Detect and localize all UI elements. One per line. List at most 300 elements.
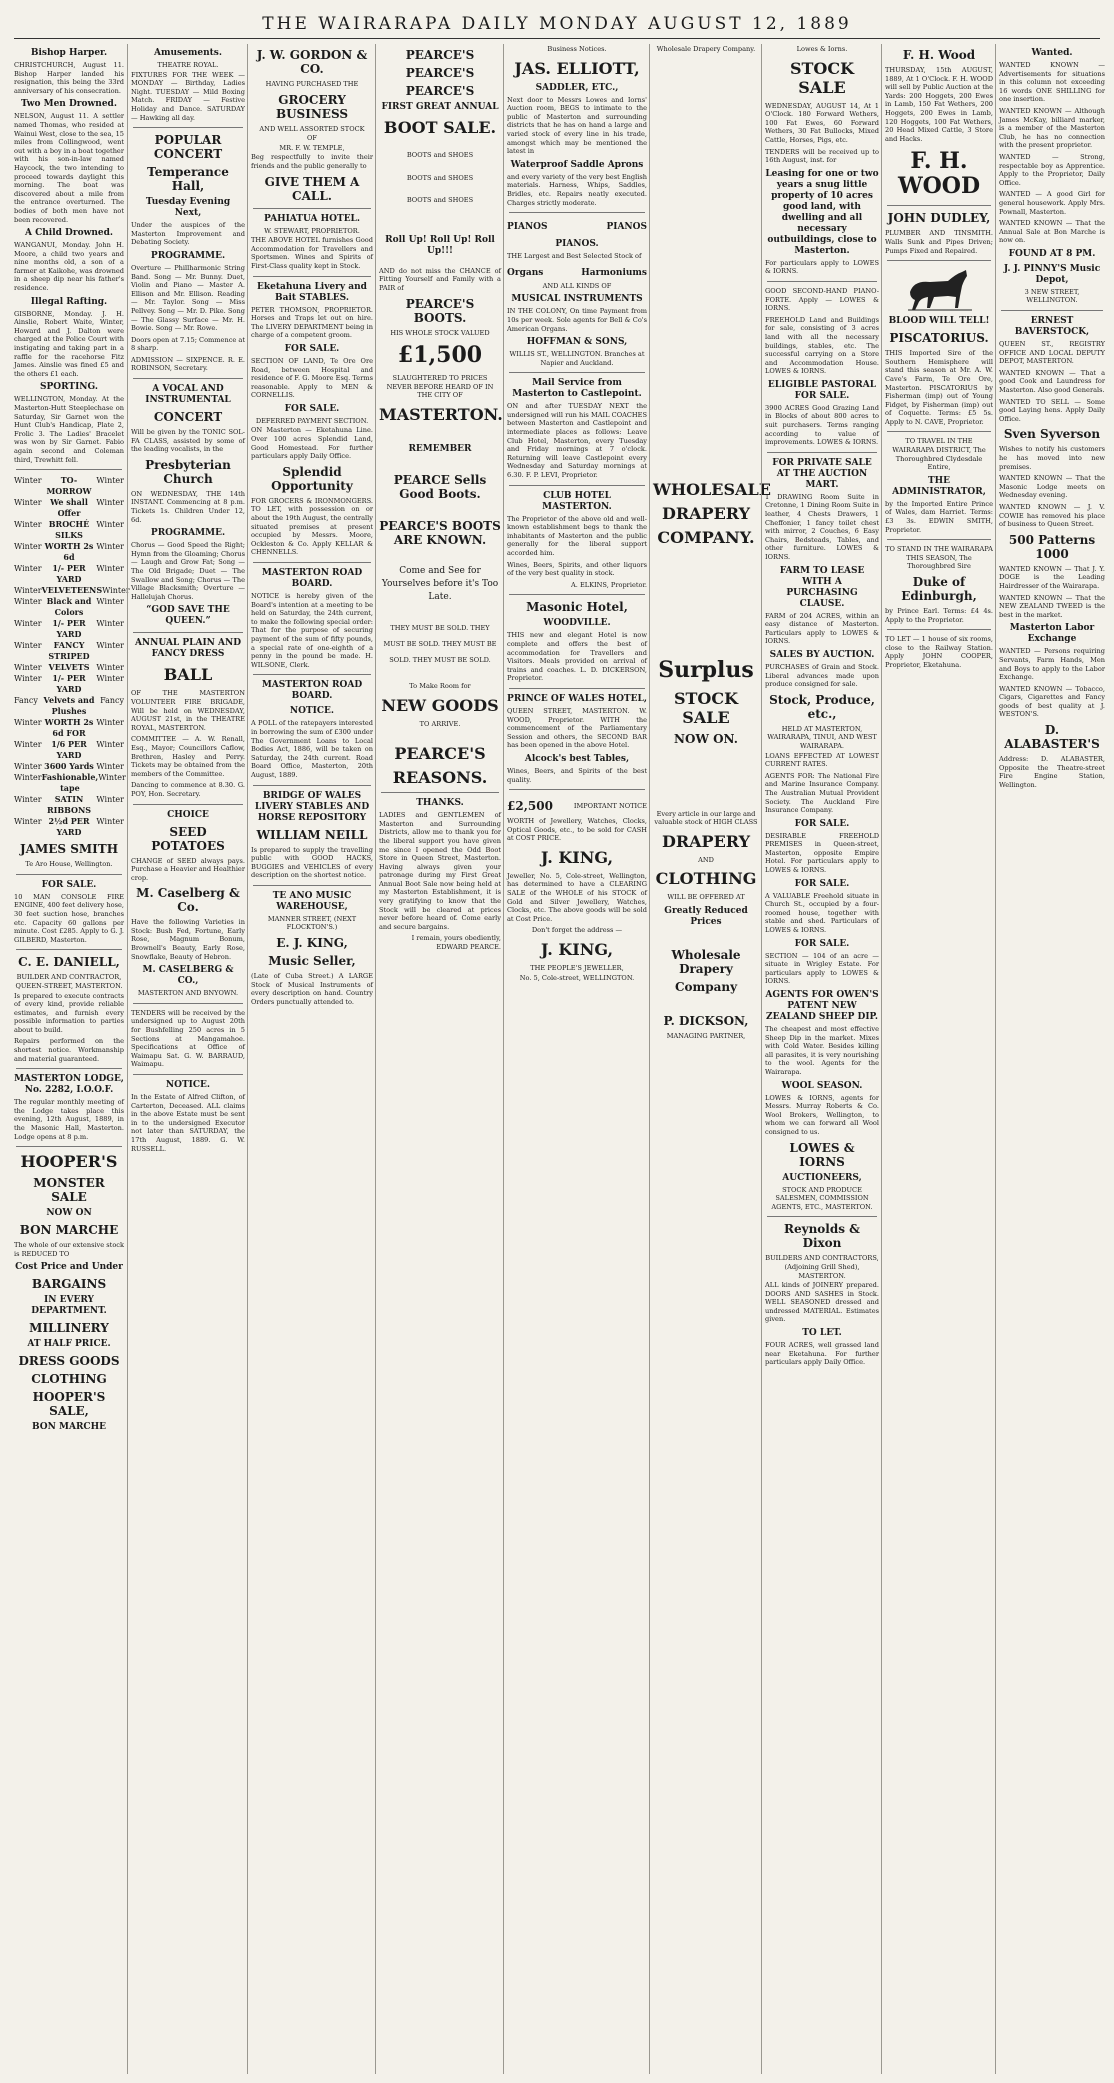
winter-ad-right: Winter bbox=[96, 674, 124, 684]
ad-text: WANTED KNOWN — That J. Y. DOGE is the Leading Hairdresser of the Wairarapa. bbox=[999, 564, 1105, 590]
headline: Bishop Harper. bbox=[30, 48, 108, 58]
winter-ad-left: Winter bbox=[14, 773, 42, 783]
ad-text: by the Imported Entire Prince of Wales, dam Harriet. Terms: £3 3s. EDWIN SMITH, Proprietor. bbox=[885, 499, 993, 534]
ad-text: FREEHOLD Land and Buildings for sale, consisting of 3 acres land with all the necessary buildings, stables, etc. The successful carrying on a Store and Accommodation House. LOWES & IORNS. bbox=[765, 315, 879, 376]
ad-subtitle: MASTERTON AND BNYOWN. bbox=[137, 989, 239, 998]
winter-ad-row bbox=[14, 816, 124, 838]
ad-headline: PROGRAMME. bbox=[150, 528, 226, 539]
divider bbox=[133, 632, 243, 633]
divider bbox=[509, 372, 645, 373]
ad-text: ON Masterton — Eketahuna Line. Over 100 acres Splendid Land, Good Homestead. For further particulars apply Daily Office. bbox=[251, 426, 373, 461]
winter-ad-right: Winter bbox=[96, 641, 124, 651]
ad-headline: ANNUAL PLAIN AND FANCY DRESS bbox=[134, 638, 242, 660]
divider bbox=[767, 452, 877, 453]
ad-headline: F. H. Wood bbox=[902, 48, 976, 62]
ad-headline: Organs bbox=[507, 267, 544, 278]
winter-ad-middle: TO-MORROW bbox=[46, 475, 92, 497]
winter-ad-right: Winter bbox=[96, 740, 124, 750]
winter-ad-left: Winter bbox=[14, 740, 42, 750]
winter-ad-row bbox=[14, 761, 124, 772]
ad-text: ALL kinds of JOINERY prepared. DOORS AND SASHES in Stock. WELL SEASONED dressed and undressed MATERIAL. Estimates given. bbox=[765, 1281, 879, 1324]
ad-text: TO ARRIVE. bbox=[419, 719, 461, 728]
winter-ad-row bbox=[14, 772, 124, 794]
ad-text: ADMISSION — SIXPENCE. R. E. ROBINSON, Secretary. bbox=[131, 355, 245, 373]
winter-ad-middle: FANCY STRIPED bbox=[48, 640, 90, 662]
ad-headline: NOTICE. bbox=[165, 1080, 211, 1090]
ad-headline: MASTERTON ROAD BOARD. bbox=[261, 568, 363, 589]
ad-text: AND ALL KINDS OF bbox=[542, 281, 612, 290]
ad-text: BUILDERS AND CONTRACTORS, (Adjoining Grill Shed), MASTERTON. bbox=[765, 1254, 879, 1280]
ad-text: Address: D. ALABASTER, Opposite the Theatre-street Fire Engine Station, Wellington. bbox=[999, 755, 1105, 789]
ad-text: and every variety of the very best English materials. Harness, Whips, Saddles, Bridles, etc. Repairs neatly executed. Charges strictly moderate. bbox=[507, 172, 647, 207]
divider bbox=[133, 1003, 243, 1004]
winter-ad-left: Winter bbox=[14, 542, 42, 552]
ad-text: Come and See for Yourselves before it's Too Late. bbox=[381, 565, 499, 602]
ad-headline: E. J. KING, bbox=[276, 936, 348, 951]
ad-headline: MILLINERY bbox=[29, 1321, 109, 1336]
winter-ad-left: Winter bbox=[14, 597, 42, 607]
horse-illustration bbox=[904, 266, 974, 312]
winter-ad-middle: Black and Colors bbox=[46, 596, 92, 618]
winter-ad-middle: Fashionable, tape bbox=[41, 772, 99, 794]
ad-headline: Alcock's best Tables, bbox=[524, 753, 630, 764]
ad-text: WANTED KNOWN — Tobacco, Cigars, Cigarettes and Fancy goods of best quality at J. WESTON'S. bbox=[999, 684, 1105, 719]
ad-text: LOANS EFFECTED AT LOWEST CURRENT RATES. bbox=[765, 751, 879, 769]
ad-headline: PEARCE'S bbox=[405, 48, 475, 62]
ad-text: AND bbox=[698, 855, 714, 864]
ad-headline: WOOL SEASON. bbox=[781, 1080, 863, 1091]
ad-headline: REMEMBER bbox=[408, 443, 472, 454]
ad-text: WANTED KNOWN — That the NEW ZEALAND TWEED is the best in the market. bbox=[999, 593, 1105, 619]
ad-headline: Company bbox=[674, 979, 738, 994]
ad-headline: PAHIATUA HOTEL. bbox=[263, 213, 361, 224]
ad-headline: Eketahuna Livery and Bait STABLES. bbox=[257, 281, 367, 303]
ad-headline: COMPANY. bbox=[657, 527, 755, 547]
ad-text: HAVING PURCHASED THE bbox=[265, 80, 359, 88]
ad-text: WANTED — Persons requiring Servants, Farm Hands, Men and Boys to apply to the Labor Exchange. bbox=[999, 647, 1105, 682]
ad-text: Wines, Beers, and Spirits of the best quality. bbox=[507, 766, 647, 784]
divider bbox=[16, 1068, 122, 1069]
ad-subtitle: MANNER STREET, (NEXT FLOCKTON'S.) bbox=[267, 914, 357, 932]
ad-text: Doors open at 7.15; Commence at 8 sharp. bbox=[131, 335, 245, 353]
ad-text: WANTED — A good Girl for general housework. Apply Mrs. Pownall, Masterton. bbox=[999, 190, 1105, 216]
ad-headline: PEARCE'S bbox=[405, 84, 475, 98]
advertiser-name: JAMES SMITH bbox=[19, 842, 119, 857]
winter-ad-left: Winter bbox=[14, 520, 42, 530]
ad-text: Wishes to notify his customers he has moved into new premises. bbox=[999, 445, 1105, 471]
ad-subtitle: DEFERRED PAYMENT SECTION. bbox=[255, 416, 369, 425]
ad-text: QUEEN ST., REGISTRY OFFICE AND LOCAL DEPUTY DEPOT, MASTERTON. bbox=[999, 340, 1105, 366]
ad-text: The whole of our extensive stock is REDUCED TO bbox=[14, 1241, 124, 1258]
divider bbox=[767, 1216, 877, 1217]
spacer bbox=[653, 55, 759, 475]
ad-text: Under the auspices of the Masterton Improvement and Debating Society. bbox=[131, 221, 245, 247]
ad-headline: BON MARCHE bbox=[19, 1223, 119, 1238]
ad-text: SLAUGHTERED TO PRICES NEVER BEFORE HEARD OF IN THE CITY OF bbox=[386, 374, 494, 400]
ad-text: (Late of Cuba Street.) A LARGE Stock of Musical Instruments of every description on hand. Country Orders punctually attended to. bbox=[251, 972, 373, 1006]
pianos-heading bbox=[507, 218, 647, 235]
section-title: Wanted. bbox=[1031, 48, 1073, 58]
ad-headline: FARM TO LEASE WITH A PURCHASING CLAUSE. bbox=[779, 565, 865, 609]
winter-ad-left: Winter bbox=[14, 817, 42, 827]
ad-headline: LOWES & IORNS bbox=[789, 1140, 855, 1169]
ad-headline: FOR SALE. bbox=[794, 878, 850, 889]
ad-text: OF THE MASTERTON VOLUNTEER FIRE BRIGADE, Will be held on WEDNESDAY, AUGUST 21st, in the THEATRE ROYAL, MASTERTON. bbox=[131, 689, 245, 732]
ad-text: FARM of 204 ACRES, within an easy distance of Masterton. Particulars apply to LOWES & IORNS. bbox=[765, 611, 879, 646]
advertiser-address: Te Aro House, Wellington. bbox=[25, 860, 113, 869]
ad-headline: BARGAINS bbox=[31, 1277, 107, 1292]
ad-headline: Sven Syverson bbox=[1003, 427, 1101, 442]
winter-ad-left: Winter bbox=[14, 498, 42, 508]
ad-text: IN THE COLONY, On time Payment from 10s per week. Sole agents for Bell & Co's American Organs. bbox=[507, 307, 647, 333]
ad-subtitle: BUILDER AND CONTRACTOR, QUEEN-STREET, MASTERTON. bbox=[15, 973, 123, 990]
ad-headline: Mail Service from Masterton to Castlepoint. bbox=[512, 378, 642, 400]
ad-text: AGENTS FOR: The National Fire and Marine Insurance Company. The Australian Mutual Provident Society. The Auckland Fire Insurance Company. bbox=[765, 771, 879, 815]
divider bbox=[16, 949, 122, 950]
ad-text: HIS WHOLE STOCK VALUED bbox=[390, 328, 490, 337]
ad-headline: NOTICE. bbox=[289, 706, 335, 717]
ad-text: THEY MUST BE SOLD. THEY MUST BE SOLD. THEY MUST BE SOLD. THEY MUST BE SOLD. bbox=[383, 623, 497, 664]
winter-ad-row bbox=[14, 596, 124, 618]
winter-ad-row bbox=[14, 662, 124, 673]
ad-headline: CONCERT bbox=[153, 410, 223, 425]
ad-headline: Waterproof Saddle Aprons bbox=[510, 159, 644, 170]
column-2 bbox=[127, 44, 248, 2074]
ad-headline: FOUND AT 8 PM. bbox=[1008, 248, 1096, 259]
ad-text: WANTED — Strong, respectable boy as Apprentice. Apply to the Proprietor, Daily Office. bbox=[999, 152, 1105, 187]
ad-text: For particulars apply to LOWES & IORNS. bbox=[765, 258, 879, 276]
ad-text: by Prince Earl. Terms: £4 4s. Apply to the Proprietor. bbox=[885, 607, 993, 624]
ad-headline: HOOPER'S bbox=[20, 1152, 118, 1172]
ad-text: A VALUABLE Freehold situate in Church St., occupied by a four-roomed house, together with stable and shed. Particulars of LOWES & IORNS. bbox=[765, 891, 879, 935]
column-8 bbox=[881, 44, 996, 2074]
ad-text: 3900 ACRES Good Grazing Land in Blocks of about 800 acres to suit purchasers. Terms ranging according to value of improvements. LOWES & IORNS. bbox=[765, 403, 879, 447]
ad-headline: MASTERTON ROAD BOARD. bbox=[261, 680, 363, 702]
winter-ad-left: Winter bbox=[14, 476, 42, 486]
winter-ad-row bbox=[14, 475, 124, 497]
ad-text: Is prepared to execute contracts of every kind, provide reliable estimates, and furnish every possible information to parties about to build. bbox=[14, 991, 124, 1034]
winter-ad-middle: Velvets and Plushes bbox=[43, 695, 95, 717]
winter-ad-middle: VELVETS bbox=[48, 662, 90, 673]
ad-text: WANTED KNOWN — That the Masonic Lodge meets on Wednesday evening. bbox=[999, 474, 1105, 500]
headline: Two Men Drowned. bbox=[21, 99, 117, 110]
ad-text: NOTICE is hereby given of the Board's intention at a meeting to be held on Saturday, the 24th current, to make the following special order: That for the purpose of securing payment of the sum of fifty pounds, a special rate of one-eighth of a penny in the pound be made. H. WILSONE, Clerk. bbox=[251, 592, 373, 669]
ad-headline: IN EVERY DEPARTMENT. bbox=[31, 1295, 107, 1317]
ad-headline: MASTERTON. bbox=[379, 404, 503, 424]
ad-text: I remain, yours obediently, EDWARD PEARCE. bbox=[411, 934, 501, 952]
section-title: Lowes & Iorns. bbox=[796, 45, 848, 53]
ad-headline: D. ALABASTER'S bbox=[1004, 723, 1100, 752]
divider bbox=[253, 885, 371, 886]
ad-text: The Proprietor of the above old and well-known establishment begs to thank the inhabitants of Masterton and the public generally for the liberal support accorded him. bbox=[507, 514, 647, 557]
ad-text: MANAGING PARTNER, bbox=[666, 1031, 746, 1040]
ad-headline: BLOOD WILL TELL! bbox=[888, 316, 990, 327]
ad-text: Chorus — Good Speed the Right; Hymn from the Gloaming; Chorus — Laugh and Grow Fat; Song — The Old Brigade; Duet — The Swallow and Song; Chorus — The Village Blacksmith; Overture — Hallelujah Chorus. bbox=[131, 541, 245, 601]
winter-sale-ad bbox=[14, 475, 130, 838]
ad-text: TO LET — 1 house of six rooms, close to the Railway Station. Apply JOHN COOPER, Proprietor, Eketahuna. bbox=[885, 635, 993, 669]
ad-headline: Wholesale Drapery bbox=[671, 947, 741, 976]
ad-headline: Masonic Hotel, bbox=[526, 600, 628, 615]
ad-text: The regular monthly meeting of the Lodge takes place this evening, 12th August, 1889, in the Masonic Hall, Masterton. Lodge opens at 8 p.m. bbox=[14, 1098, 124, 1141]
ad-text: TENDERS will be received up to 16th August, inst. for bbox=[765, 147, 879, 165]
ad-text: WANTED KNOWN — Advertisements for situations in this column not exceeding 16 words ONE SHILLING for one insertion. bbox=[999, 61, 1105, 104]
ad-text: CHANGE of SEED always pays. Purchase a Heavier and Healthier crop. bbox=[131, 856, 245, 882]
ad-headline: Music Seller, bbox=[268, 954, 356, 969]
headline: A Child Drowned. bbox=[24, 228, 114, 239]
article-text: GISBORNE, Monday. J. H. Ainslie, Robert Waite, Winter, Howard and J. Dalton were charged at the Police Court with instigating and taking part in a raffle for the racehorse Fitz James. Ainslie was fined £5 and the others £1 each. bbox=[14, 309, 124, 378]
winter-ad-right: Winter bbox=[96, 597, 124, 607]
jewellery-heading bbox=[507, 795, 647, 817]
winter-ad-right: Winter bbox=[98, 773, 126, 783]
ad-text: THE PEOPLE'S JEWELLER, bbox=[530, 964, 624, 973]
winter-ad-row bbox=[14, 717, 124, 739]
winter-ad-right: Winter bbox=[96, 520, 124, 530]
divider bbox=[16, 469, 122, 470]
ad-headline: “GOD SAVE THE QUEEN.” bbox=[146, 605, 230, 627]
divider bbox=[253, 562, 371, 563]
column-3 bbox=[247, 44, 376, 2074]
ad-text: Jeweller, No. 5, Cole-street, Wellington, has determined to have a CLEARING SALE of the WHOLE of his STOCK of Gold and Silver Jewellery, Watches, Clocks, etc. The above goods will be sold at Cost Price. bbox=[507, 871, 647, 923]
ad-headline: £2,500 bbox=[507, 799, 553, 814]
ad-headline: PEARCE'S bbox=[394, 744, 486, 764]
ad-text: WILLIS ST., WELLINGTON. Branches at Napier and Auckland. bbox=[509, 350, 645, 367]
divider bbox=[133, 804, 243, 805]
ad-headline: PRINCE OF WALES HOTEL, bbox=[507, 693, 647, 704]
ad-headline: BON MARCHE bbox=[32, 1422, 106, 1433]
ad-headline: J. J. PINNY'S Music Depot, bbox=[1003, 263, 1101, 285]
ad-text: A POLL of the ratepayers interested in borrowing the sum of £300 under The Government Loans to Local Bodies Act, 1886, will be taken on Saturday, the 24th current. Road Board Office, Masterton, 20th August, 1889. bbox=[251, 719, 373, 779]
ad-headline: PROGRAMME. bbox=[150, 250, 226, 261]
ad-headline: TE ANO MUSIC WAREHOUSE, bbox=[272, 890, 352, 912]
ad-headline: JAS. ELLIOTT, bbox=[514, 58, 640, 78]
winter-ad-left: Winter bbox=[14, 718, 42, 728]
ad-headline: AUCTIONEERS, bbox=[782, 1172, 862, 1183]
winter-ad-left: Winter bbox=[14, 663, 42, 673]
ad-text: DESIRABLE FREEHOLD PREMISES in Queen-street, Masterton, opposite Empire Hotel. For particulars apply to LOWES & IORNS. bbox=[765, 831, 879, 875]
spacer bbox=[653, 750, 759, 810]
ad-headline: M. CASELBERG & CO., bbox=[142, 965, 234, 987]
divider bbox=[16, 1146, 122, 1147]
ad-headline: GIVE THEM A CALL. bbox=[264, 174, 360, 203]
ad-headline: NOW ON. bbox=[674, 731, 738, 746]
divider bbox=[253, 674, 371, 675]
ad-text: SECTION OF LAND, Te Ore Ore Road, between Hospital and residence of F. G. Moore Esq. Terms reasonable. Apply to MEN & CORNELLIS. bbox=[251, 356, 373, 400]
winter-ad-left: Winter bbox=[14, 619, 42, 629]
winter-ad-middle: WORTH 2s 6d bbox=[44, 541, 94, 563]
ad-headline: NEW GOODS bbox=[381, 695, 499, 715]
ad-text: Wines, Beers, Spirits, and other liquors of the very best quality in stock. bbox=[507, 560, 647, 578]
winter-ad-row bbox=[14, 585, 130, 596]
ad-headline: PEARCE'S bbox=[405, 66, 475, 80]
ad-text: ON WEDNESDAY, THE 14th INSTANT. Commencing at 8 p.m. Tickets 1s. Children Under 12, 6d. bbox=[131, 489, 245, 524]
winter-ad-row bbox=[14, 695, 124, 717]
divider bbox=[509, 212, 645, 213]
ad-headline: Tuesday Evening Next, bbox=[145, 197, 231, 219]
ad-text: WORTH of Jewellery, Watches, Clocks, Optical Goods, etc., to be sold for CASH at COST PRICE. bbox=[507, 817, 647, 843]
ad-text: Repairs performed on the shortest notice. Workmanship and material guaranteed. bbox=[14, 1037, 124, 1063]
ad-headline: J. KING, bbox=[540, 847, 614, 867]
ad-headline: Splendid Opportunity bbox=[271, 464, 353, 493]
divider bbox=[133, 378, 243, 379]
ad-headline: WHOLESALE bbox=[653, 479, 771, 499]
ad-text: WANTED KNOWN — That the Annual Sale at Bon Marche is now on. bbox=[999, 219, 1105, 245]
winter-ad-middle: SATIN RIBBONS bbox=[46, 794, 92, 816]
ad-headline: FOR SALE. bbox=[794, 938, 850, 949]
divider bbox=[133, 1074, 243, 1075]
ad-headline: THE ADMINISTRATOR, bbox=[892, 475, 986, 497]
ad-headline: STOCK SALE bbox=[789, 58, 855, 97]
ad-headline: 500 Patterns 1000 bbox=[1008, 532, 1096, 561]
ad-headline: FOR SALE. bbox=[794, 818, 850, 829]
ad-text: TO STAND IN THE WAIRARAPA THIS SEASON, The Thoroughbred Sire bbox=[885, 545, 993, 571]
masthead: THE WAIRARAPA DAILY MONDAY AUGUST 12, 1889 bbox=[262, 14, 852, 34]
ad-text: Will be given by the TONIC SOL-FA CLASS, assisted by some of the leading vocalists, in the bbox=[131, 428, 245, 454]
winter-ad-middle: We shall Offer bbox=[50, 497, 88, 519]
article-text: WANGANUI, Monday. John H. Moore, a child two years and nine months old, a son of a farmer at Kaikohe, was drowned in a sheep dip near his father's residence. bbox=[14, 241, 124, 293]
ad-text: WANTED KNOWN — Although James McKay, billiard marker, is a member of the Masterton Club, he has no connection with the present proprietor. bbox=[999, 106, 1105, 150]
headline: Amusements. bbox=[154, 48, 222, 58]
winter-ad-row bbox=[14, 563, 124, 585]
divider bbox=[381, 792, 499, 793]
ad-headline: ELIGIBLE PASTORAL FOR SALE. bbox=[767, 379, 877, 401]
winter-ad-middle: 2½d PER YARD bbox=[48, 816, 90, 838]
winter-ad-row bbox=[14, 794, 124, 816]
column-5 bbox=[503, 44, 650, 2074]
winter-ad-row bbox=[14, 519, 124, 541]
ad-text: TO TRAVEL IN THE WAIRARAPA DISTRICT, The Thoroughbred Clydesdale Entire, bbox=[892, 437, 986, 472]
divider bbox=[253, 208, 371, 209]
winter-ad-right: Winter bbox=[102, 586, 130, 596]
ad-text: LADIES and GENTLEMEN of Masterton and Surrounding Districts, allow me to thank you for the liberal support you have given me since I opened the Odd Boot Store in Queen Street, Masterton. Having always given your patronage during my First Great Annual Boot Sale now being held at my Masterton Establishment, it is very gratifying to know that the Stock will be cleared at prices never before heard of. Come early and secure bargains. bbox=[379, 811, 501, 931]
ad-text: COMMITTEE — A. W. Renall, Esq., Mayor; Councillors Caflow, Brethren, Hasley and Perry. Tickets may be obtained from the members of the Committee. bbox=[131, 735, 245, 778]
ad-headline: J. W. GORDON & CO. bbox=[256, 48, 368, 76]
divider bbox=[133, 127, 243, 128]
ad-text: No. 5, Cole-street, WELLINGTON. bbox=[519, 973, 635, 982]
ad-headline: FOR SALE. bbox=[284, 343, 340, 354]
divider bbox=[509, 688, 645, 689]
winter-ad-right: Fancy bbox=[100, 696, 124, 706]
divider bbox=[887, 431, 991, 432]
ad-text: PLUMBER AND TINSMITH. Walls Sunk and Pipes Driven; Pumps Fixed and Repaired. bbox=[885, 229, 993, 255]
ad-headline: STOCK SALE bbox=[673, 688, 739, 727]
ad-headline: Leasing for one or two years a snug little property of 10 acres good land, with dwelling and all necessary outbuildings, close to Masterton. bbox=[765, 168, 879, 256]
headline: MASTERTON LODGE, No. 2282, I.O.O.F. bbox=[14, 1074, 124, 1096]
ad-headline: ERNEST BAVERSTOCK, bbox=[1014, 316, 1090, 338]
winter-ad-row bbox=[14, 673, 124, 695]
ad-headline: £1,500 bbox=[397, 342, 483, 369]
ad-headline: Temperance Hall, bbox=[147, 165, 229, 194]
ad-text: 10 MAN CONSOLE FIRE ENGINE, 400 feet delivery hose, 30 feet suction hose, branches etc. Capacity 60 gallons per minute. Cost £285. Apply to G. J. GILBERD, Masterton. bbox=[14, 892, 124, 944]
winter-ad-middle: 1/6 PER YARD bbox=[51, 739, 87, 761]
divider bbox=[887, 629, 991, 630]
ad-text: BOOTS and SHOES bbox=[406, 151, 474, 159]
column-6 bbox=[649, 44, 771, 2074]
winter-ad-left: Fancy bbox=[14, 696, 38, 706]
ad-text: A. ELKINS, Proprietor. bbox=[570, 580, 647, 589]
ad-headline: F. H. WOOD bbox=[897, 148, 981, 200]
ad-text: Dancing to commence at 8.30. G. POY, Hon. Secretary. bbox=[131, 781, 245, 798]
ad-headline: SALES BY AUCTION. bbox=[769, 649, 875, 660]
divider bbox=[253, 276, 371, 277]
ad-headline: REASONS. bbox=[392, 768, 488, 788]
spacer bbox=[653, 552, 759, 652]
article-text: NELSON, August 11. A settler named Thomas, who resided at Wainui West, close to the sea, 15 miles from Collingwood, went out with a boy in a boat together with his son-in-law named Haycock, the two intending to proceed towards daylight this morning. The boat was discovered about a mile from the entrance overturned. The bodies of both men have not been recovered. bbox=[14, 112, 124, 224]
ad-text: SECTION — 104 of an acre — situate in Wrigley Estate. For particulars apply to LOWES & IORNS. bbox=[765, 951, 879, 986]
ad-text: Have the following Varieties in Stock: Bush Fed, Fortune, Early Rose, Magnum Bonum, Brownell's Beauty, Early Rose, Snowflake, Beauty of Hebron. bbox=[131, 918, 245, 961]
ad-headline: DRAPERY bbox=[661, 831, 751, 851]
winter-ad-row bbox=[14, 497, 124, 519]
divider bbox=[509, 485, 645, 486]
winter-ad-row bbox=[14, 739, 124, 761]
winter-ad-middle: 1/- PER YARD bbox=[52, 673, 86, 695]
divider bbox=[509, 789, 645, 790]
ad-headline: M. Caselberg & Co. bbox=[136, 886, 240, 915]
ad-headline: MONSTER SALE bbox=[33, 1176, 105, 1205]
ad-text: WANTED KNOWN — J. V. COWIE has removed his place of business to Queen Street. bbox=[999, 502, 1105, 529]
ad-headline: DRAPERY bbox=[661, 503, 751, 523]
ad-text: Every article in our large and valuable stock of HIGH CLASS bbox=[654, 809, 758, 827]
winter-ad-left: Winter bbox=[14, 564, 42, 574]
winter-ad-right: Winter bbox=[96, 476, 124, 486]
ad-text: TENDERS will be received by the undersigned up to August 20th for Bushfelling 250 acres in 5 Sections at Mangamahoe. Specifications at Office of Waimapu Sat. G. W. BARRAUD, Waimapu. bbox=[131, 1008, 245, 1069]
ad-text: Overture — Phillharmonic String Band. Song — Mr. Bunny. Duet, Violin and Piano — Master A. Ellison and Mr. Ellison. Reading — Mr. Taylor. Song — Miss Pellvey. Song — Mr. D. Pike. Song — The Glassy Surface — Mr. H. Bowie. Song — Mr. Rowe. bbox=[131, 263, 245, 333]
ad-text: PETER THOMSON, PROPRIETOR. Horses and Traps let out on hire. The LIVERY DEPARTMENT being in charge of a competent groom. bbox=[251, 305, 373, 340]
ad-text: To Make Room for bbox=[409, 681, 471, 690]
headline: SPORTING. bbox=[39, 382, 99, 393]
ad-headline: Surplus bbox=[658, 656, 754, 683]
ad-text: ON and after TUESDAY NEXT the undersigned will run his MAIL COACHES between Masterton and Castlepoint and intermediate places as follows: Leave Club Hotel, Masterton, every Tuesday and Friday mornings at 7 o'clock. Returning will leave Castlepoint every Wednesday and Saturday mornings at 6.30. F. P. LEVI, Proprietor. bbox=[507, 402, 647, 480]
ad-headline: Presbyterian Church bbox=[145, 457, 231, 486]
ad-text: THE ABOVE HOTEL furnishes Good Accommodation for Travellers and Sportsmen. Wines and Spirits of First-Class quality kept in Stock. bbox=[251, 236, 373, 270]
ad-headline: CHOICE bbox=[167, 809, 209, 820]
ad-headline: FIRST GREAT ANNUAL bbox=[381, 102, 499, 112]
ad-text: IMPORTANT NOTICE bbox=[573, 801, 647, 810]
ad-headline: Masterton Labor Exchange bbox=[1009, 623, 1095, 645]
ad-text: Beg respectfully to invite their friends and the public generally to bbox=[251, 153, 373, 170]
winter-ad-middle: BROCHÉ SILKS bbox=[48, 519, 90, 541]
winter-ad-middle: 1/- PER YARD bbox=[52, 618, 86, 640]
ad-headline: HOFFMAN & SONS, bbox=[526, 337, 628, 348]
ad-headline: Cost Price and Under bbox=[15, 1262, 123, 1273]
winter-ad-right: Winter bbox=[96, 718, 124, 728]
ad-text: FOUR ACRES, well grassed land near Eketahuna. For further particulars apply Daily Office. bbox=[765, 1341, 879, 1367]
ad-headline: GROCERY BUSINESS bbox=[275, 92, 349, 121]
ad-headline: TO LET. bbox=[802, 1328, 842, 1339]
winter-ad-row bbox=[14, 618, 124, 640]
ad-text: 3 NEW STREET, WELLINGTON. bbox=[1024, 287, 1080, 305]
ad-headline: A VOCAL AND INSTRUMENTAL bbox=[145, 384, 231, 406]
divider bbox=[887, 539, 991, 540]
winter-ad-right: Winter bbox=[96, 498, 124, 508]
ad-headline: BRIDGE OF WALES LIVERY STABLES AND HORSE REPOSITORY bbox=[254, 790, 370, 823]
ad-headline: Greatly Reduced Prices bbox=[664, 905, 748, 927]
ad-text: FIXTURES FOR THE WEEK — MONDAY — Birthday, Ladies Night. TUESDAY — Mild Boxing Match. FRIDAY — Festive Holiday and Dance. SATURDAY — Hawking all day. bbox=[131, 70, 245, 122]
winter-ad-right: Winter bbox=[96, 795, 124, 805]
ad-headline: PIANOS bbox=[606, 222, 647, 233]
ad-headline: CLOTHING bbox=[31, 1372, 107, 1387]
ad-headline: CLUB HOTEL MASTERTON. bbox=[542, 490, 612, 512]
winter-ad-right: Winter bbox=[96, 663, 124, 673]
winter-ad-right: Winter bbox=[96, 817, 124, 827]
ad-headline: SADDLER, ETC., bbox=[535, 82, 619, 93]
ad-text: PURCHASES of Grain and Stock. Liberal advances made upon produce consigned for sale. bbox=[765, 662, 879, 689]
ad-text: LOWES & IORNS, agents for Messrs. Murray Roberts & Co. Wool Brokers, Wellington, to whom we can forward all Wool consigned to us. bbox=[765, 1093, 879, 1136]
organs-heading bbox=[507, 264, 647, 281]
winter-ad-right: Winter bbox=[96, 762, 124, 772]
ad-subtitle: THEATRE ROYAL. bbox=[157, 61, 219, 69]
winter-ad-middle: WORTH 2s 6d FOR bbox=[44, 717, 94, 739]
ad-headline: Roll Up! Roll Up! Roll Up!!! bbox=[385, 234, 495, 256]
